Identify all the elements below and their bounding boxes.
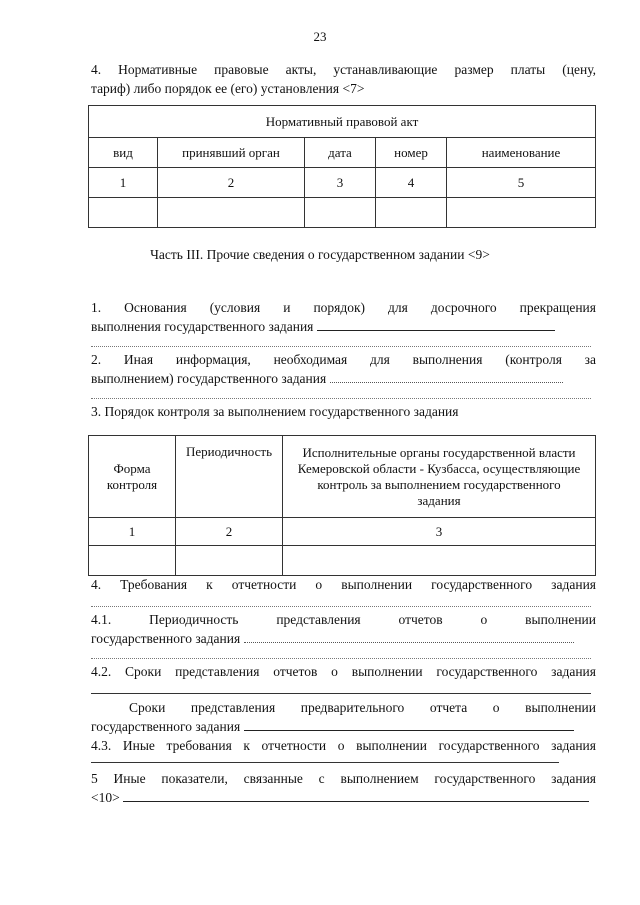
section-4-line-2: тариф) либо порядок ее (его) установления <7>: [91, 81, 365, 96]
column-number-cell: 2: [176, 518, 283, 546]
column-header-issuing-body: принявший орган: [158, 138, 305, 168]
column-number-cell: 3: [305, 168, 376, 198]
divider: [91, 658, 591, 659]
empty-cell: [447, 198, 596, 228]
preliminary-report-line-2: государственного задания: [91, 719, 241, 734]
item-1-fill-line: [317, 318, 555, 331]
item-5: [91, 769, 596, 807]
column-header-date: дата: [305, 138, 376, 168]
page-number: 23: [313, 29, 327, 44]
empty-cell: [89, 198, 158, 228]
item-2-line-1: 2. Иная информация, необходимая для выполнения (контроля за: [91, 352, 596, 367]
divider: [91, 398, 591, 399]
empty-cell: [305, 198, 376, 228]
item-5-fill-line: [123, 789, 589, 802]
item-4-3-line: 4.3. Иные требования к отчетности о выполнении государственного задания: [91, 738, 596, 753]
column-number-cell: 5: [447, 168, 596, 198]
preliminary-report-fill-line: [244, 718, 574, 731]
divider: [91, 346, 591, 347]
legal-acts-table: [88, 105, 596, 228]
item-1: [91, 298, 596, 336]
column-header-periodicity: Периодичность: [176, 436, 283, 518]
column-number-cell: 3: [283, 518, 596, 546]
item-4-2: [91, 662, 596, 681]
item-4-1-fill-line: [244, 630, 574, 643]
item-4-3: [91, 736, 596, 755]
item-2-line-2: выполнением) государственного задания: [91, 371, 327, 386]
item-4-1-line-1: 4.1. Периодичность представления отчетов о выполнении: [91, 612, 596, 627]
item-5-line-1: 5 Иные показатели, связанные с выполнением государственного задания: [91, 771, 596, 786]
empty-cell: [89, 546, 176, 576]
column-header-control-form: Форма контроля: [89, 436, 176, 518]
section-4-heading: [91, 60, 596, 98]
preliminary-report: [91, 698, 596, 736]
column-number-cell: 2: [158, 168, 305, 198]
empty-cell: [158, 198, 305, 228]
divider: [91, 762, 559, 763]
item-4-line: 4. Требования к отчетности о выполнении государственного задания: [91, 577, 596, 592]
section-4-line-1: 4. Нормативные правовые акты, устанавливающие размер платы (цену,: [91, 62, 596, 77]
legal-acts-table-header: Нормативный правовой акт: [89, 106, 596, 138]
item-4: [91, 575, 596, 594]
item-3: 3. Порядок контроля за выполнением государственного задания: [91, 404, 459, 419]
item-2: [91, 350, 596, 388]
empty-cell: [376, 198, 447, 228]
control-table: [88, 435, 596, 576]
item-4-1: [91, 610, 596, 648]
preliminary-report-line-1: Сроки представления предварительного отчета о выполнении: [129, 700, 596, 715]
column-header-executive-bodies: Исполнительные органы государственной власти Кемеровской области - Кузбасса, осуществляющие контроль за выполнением государственного задания: [283, 436, 596, 518]
item-1-line-1: 1. Основания (условия и порядок) для досрочного прекращения: [91, 300, 596, 315]
column-number-cell: 1: [89, 168, 158, 198]
column-header-type: вид: [89, 138, 158, 168]
column-number-cell: 1: [89, 518, 176, 546]
item-4-2-line: 4.2. Сроки представления отчетов о выполнении государственного задания: [91, 664, 596, 679]
column-header-name: наименование: [447, 138, 596, 168]
part-3-title: Часть III. Прочие сведения о государственном задании <9>: [150, 247, 490, 262]
item-5-line-2: <10>: [91, 790, 120, 805]
divider: [91, 693, 591, 694]
empty-cell: [283, 546, 596, 576]
column-header-number: номер: [376, 138, 447, 168]
item-4-1-line-2: государственного задания: [91, 631, 241, 646]
item-1-line-2: выполнения государственного задания: [91, 319, 314, 334]
empty-cell: [176, 546, 283, 576]
divider: [91, 606, 591, 607]
item-2-fill-line: [330, 370, 563, 383]
column-number-cell: 4: [376, 168, 447, 198]
